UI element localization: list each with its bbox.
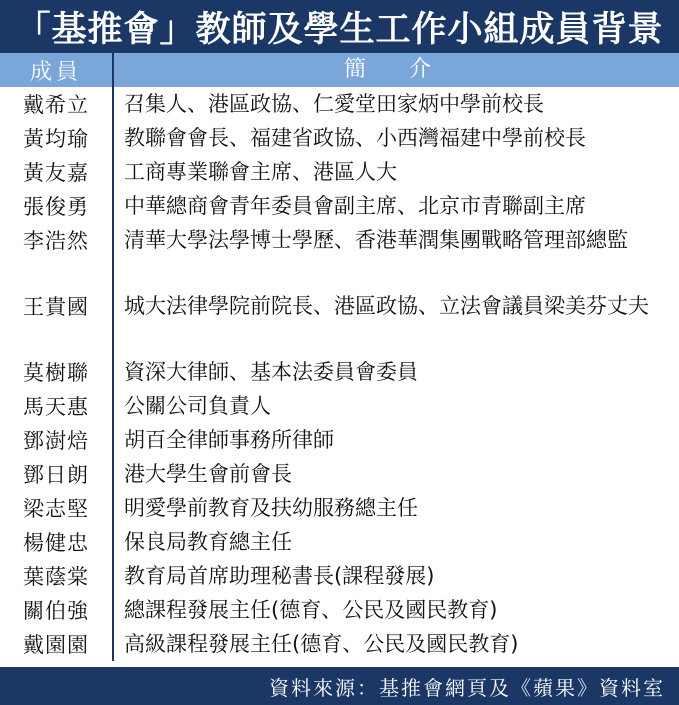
table-row [0, 87, 679, 121]
table-row [0, 457, 679, 491]
member-desc: 港大學生會前會長 [124, 462, 292, 486]
member-desc: 保良局教育總主任 [124, 530, 292, 554]
table-header [0, 53, 679, 87]
table-row [0, 289, 679, 355]
member-desc: 高級課程發展主任(德育、公民及國民教育) [124, 632, 519, 656]
member-name: 戴園園 [0, 627, 113, 661]
member-desc: 召集人、港區政協、仁愛堂田家炳中學前校長 [124, 92, 544, 116]
source-credit: 資料來源：基推會網頁及《蘋果》資料室 [0, 667, 679, 705]
header-member: 成員 [29, 59, 82, 85]
header-profile: 簡 介 [112, 53, 679, 87]
member-name: 鄧澍焙 [0, 423, 113, 457]
member-name: 馬天惠 [0, 389, 113, 423]
member-name: 黃均瑜 [0, 121, 113, 155]
member-name: 葉蔭棠 [0, 559, 113, 593]
table-row [0, 223, 679, 289]
table-row [0, 559, 679, 593]
member-name: 張俊勇 [0, 189, 113, 223]
member-desc: 教育局首席助理秘書長(課程發展) [124, 564, 435, 588]
table-row [0, 389, 679, 423]
member-name: 梁志堅 [0, 491, 113, 525]
member-name: 戴希立 [0, 87, 113, 121]
table-row [0, 155, 679, 189]
member-desc: 胡百全律師事務所律師 [124, 428, 334, 452]
member-desc: 公關公司負責人 [124, 394, 271, 418]
member-desc: 資深大律師、基本法委員會委員 [124, 360, 418, 384]
member-name: 關伯強 [0, 593, 113, 627]
table-row [0, 121, 679, 155]
table-row [0, 355, 679, 389]
member-desc: 清華大學法學博士學歷、香港華潤集團戰略管理部總監 [124, 228, 628, 252]
member-desc: 總課程發展主任(德育、公民及國民教育) [124, 598, 498, 622]
table-title: 「基推會」教師及學生工作小組成員背景 [0, 0, 679, 53]
table-row [0, 423, 679, 457]
members-table [0, 87, 679, 661]
table-row [0, 627, 679, 661]
member-desc: 明愛學前教育及扶幼服務總主任 [124, 496, 418, 520]
member-desc: 工商專業聯會主席、港區人大 [124, 160, 397, 184]
member-name: 鄧日朗 [0, 457, 113, 491]
table-row [0, 593, 679, 627]
member-desc: 城大法律學院前院長、港區政協、立法會議員梁美芬丈夫 [124, 294, 649, 318]
member-name: 王貴國 [0, 289, 113, 355]
member-name: 李浩然 [0, 223, 113, 289]
table-row [0, 491, 679, 525]
member-desc: 中華總商會青年委員會副主席、北京市青聯副主席 [124, 194, 586, 218]
member-desc: 教聯會會長、福建省政協、小西灣福建中學前校長 [124, 126, 586, 150]
member-name: 莫樹聯 [0, 355, 113, 389]
table-row [0, 189, 679, 223]
table-row [0, 525, 679, 559]
member-name: 楊健忠 [0, 525, 113, 559]
member-name: 黃友嘉 [0, 155, 113, 189]
